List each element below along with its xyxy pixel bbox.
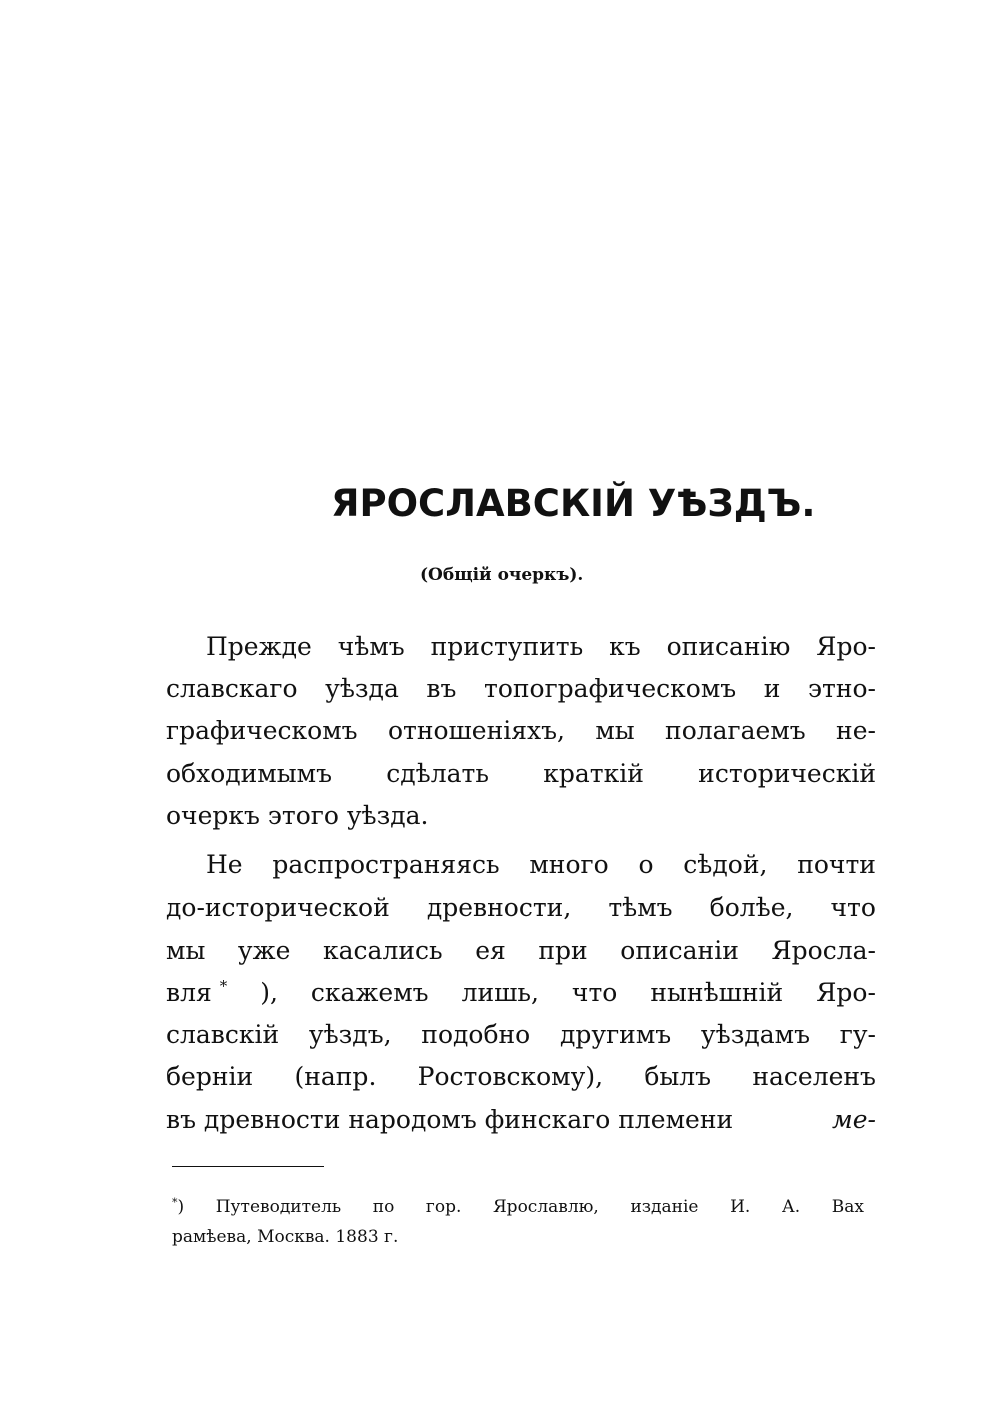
text-word: приступить — [430, 632, 584, 661]
chapter-subtitle: (Общій очеркъ). — [420, 565, 584, 585]
footnote-marker: * — [172, 1196, 178, 1209]
text-word: при — [538, 936, 588, 965]
text-word-italic: ме- — [832, 1105, 876, 1134]
text-word: о — [638, 850, 654, 879]
text-word: много — [529, 850, 609, 879]
text-word: чѣмъ — [337, 632, 405, 661]
text-word: Яро- — [816, 978, 876, 1007]
text-word: другимъ — [559, 1020, 672, 1049]
text-word: мы — [166, 936, 206, 965]
text-word: уѣздамъ — [700, 1020, 810, 1049]
text-word: ), — [260, 978, 278, 1007]
footnote-word: И. — [730, 1197, 751, 1217]
footnote-reference: * — [219, 977, 228, 995]
text-line — [206, 845, 876, 885]
footnote-word: по — [372, 1197, 395, 1217]
text-word: въ — [426, 674, 457, 703]
text-line — [206, 627, 876, 667]
text-word: полагаемъ — [665, 716, 806, 745]
text-word: не- — [836, 716, 876, 745]
text-word: Не — [206, 850, 243, 879]
text-word: славскій — [166, 1020, 280, 1049]
text-word: краткій — [543, 759, 644, 788]
text-word: къ — [609, 632, 641, 661]
footnote-separator — [172, 1166, 324, 1167]
text-word: описанію — [666, 632, 791, 661]
footnote-word: Вах — [831, 1197, 864, 1217]
text-word: Ростовскому), — [417, 1062, 604, 1091]
text-word: уѣзда — [325, 674, 399, 703]
footnote-line: рамѣева, Москва. 1883 г. — [172, 1227, 399, 1247]
text-word: сѣдой, — [683, 850, 768, 879]
text-word: уѣздъ, — [308, 1020, 392, 1049]
text-word: что — [830, 893, 876, 922]
text-line — [166, 1015, 876, 1055]
footnote-word: А. — [781, 1197, 801, 1217]
footnote-word: Путеводитель — [215, 1197, 342, 1217]
text-word: мы — [595, 716, 635, 745]
text-line — [166, 1100, 876, 1140]
text-word: уже — [237, 936, 291, 965]
text-line — [166, 1057, 876, 1097]
text-word: скажемъ — [310, 978, 429, 1007]
text-fragment: въ древности народомъ финскаго племени — [166, 1105, 734, 1134]
text-line — [166, 888, 876, 928]
text-word: Яросла- — [771, 936, 876, 965]
text-word: ея — [475, 936, 506, 965]
text-word: описаніи — [620, 936, 739, 965]
footnote-word: изданіе — [630, 1197, 699, 1217]
text-word: сдѣлать — [386, 759, 489, 788]
text-word: славскаго — [166, 674, 298, 703]
text-word: и — [763, 674, 781, 703]
text-word: древности, — [426, 893, 572, 922]
footnote-word: Ярославлю, — [492, 1197, 599, 1217]
text-word: историческій — [698, 759, 876, 788]
text-word: этно- — [808, 674, 876, 703]
text-word: обходимымъ — [166, 759, 333, 788]
text-line — [166, 669, 876, 709]
text-word: берніи — [166, 1062, 254, 1091]
text-line — [166, 711, 876, 751]
text-line — [166, 931, 876, 971]
text-fragment — [166, 973, 227, 1013]
text-line: очеркъ этого уѣзда. — [166, 801, 429, 830]
text-word: населенъ — [752, 1062, 876, 1091]
text-word: что — [571, 978, 618, 1007]
text-word: касались — [323, 936, 443, 965]
text-word: Яро- — [816, 632, 876, 661]
chapter-title: ЯРОСЛАВСКІЙ УѢЗДЪ. — [331, 482, 816, 525]
footnote-word: *) — [172, 1196, 185, 1217]
text-word: топографическомъ — [483, 674, 737, 703]
text-word: тѣмъ — [608, 893, 673, 922]
text-word: лишь, — [461, 978, 539, 1007]
text-word: графическомъ — [166, 716, 358, 745]
text-line — [166, 754, 876, 794]
text-word: болѣе, — [709, 893, 794, 922]
text-word: былъ — [644, 1062, 712, 1091]
text-word: отношеніяхъ, — [387, 716, 565, 745]
footnote-word: гор. — [425, 1197, 462, 1217]
text-word: (напр. — [294, 1062, 377, 1091]
text-word: подобно — [421, 1020, 531, 1049]
text-word: вля — [166, 978, 212, 1007]
text-word: нынѣшній — [650, 978, 784, 1007]
text-word: гу- — [839, 1020, 876, 1049]
text-word: Прежде — [206, 632, 312, 661]
footnote-line — [172, 1192, 864, 1222]
text-word: распространяясь — [272, 850, 500, 879]
text-line — [166, 973, 876, 1013]
text-word: почти — [797, 850, 876, 879]
text-word: до-исторической — [166, 893, 390, 922]
